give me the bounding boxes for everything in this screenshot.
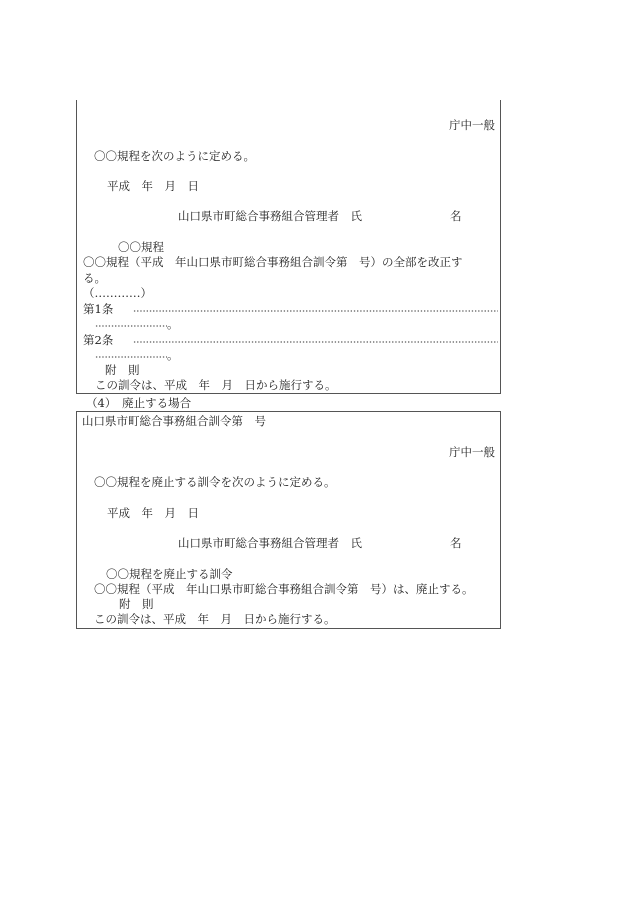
article-caption: （…………）: [83, 286, 152, 300]
effective-clause: この訓令は、平成 年 月 日から施行する。: [95, 378, 337, 392]
signatory-name-suffix: 名: [450, 536, 462, 550]
signatory-name-suffix: 名: [450, 209, 462, 223]
amendment-line-1: 〇〇規程（平成 年山口県市町総合事務組合訓令第 号）の全部を改正す: [83, 255, 463, 269]
abolition-form-box: [76, 411, 501, 629]
office-code: 庁中一般: [449, 445, 495, 459]
abolition-title: 〇〇規程を廃止する訓令: [106, 567, 233, 581]
article-1-label: 第1条: [83, 302, 114, 316]
article-2-dots: [133, 341, 498, 343]
enactment-statement: 〇〇規程を次のように定める。: [94, 149, 255, 163]
amendment-line-2: る。: [83, 271, 106, 285]
signatory: 山口県市町総合事務組合管理者 氏: [178, 536, 362, 550]
article-2-dots-cont: [95, 356, 167, 358]
date-line: 平成 年 月 日: [107, 506, 199, 520]
regulation-title: 〇〇規程: [118, 240, 164, 254]
date-line: 平成 年 月 日: [107, 179, 199, 193]
enactment-statement: 〇〇規程を廃止する訓令を次のように定める。: [94, 475, 336, 489]
instruction-number-header: 山口県市町総合事務組合訓令第 号: [82, 414, 266, 428]
section-4-heading: （4） 廃止する場合: [86, 396, 192, 410]
office-code: 庁中一般: [449, 118, 495, 132]
effective-clause: この訓令は、平成 年 月 日から施行する。: [94, 612, 336, 626]
abolition-clause: 〇〇規程（平成 年山口県市町総合事務組合訓令第 号）は、廃止する。: [94, 582, 474, 596]
article-1-dots-cont: [95, 325, 167, 327]
article-1-dots: [133, 310, 498, 312]
full-revision-form-box: [76, 100, 501, 394]
article-1-end: 。: [167, 317, 179, 331]
supplementary-heading: 附 則: [119, 597, 154, 611]
article-2-label: 第2条: [83, 333, 114, 347]
article-2-end: 。: [167, 348, 179, 362]
supplementary-heading: 附 則: [105, 363, 140, 377]
signatory: 山口県市町総合事務組合管理者 氏: [178, 209, 362, 223]
